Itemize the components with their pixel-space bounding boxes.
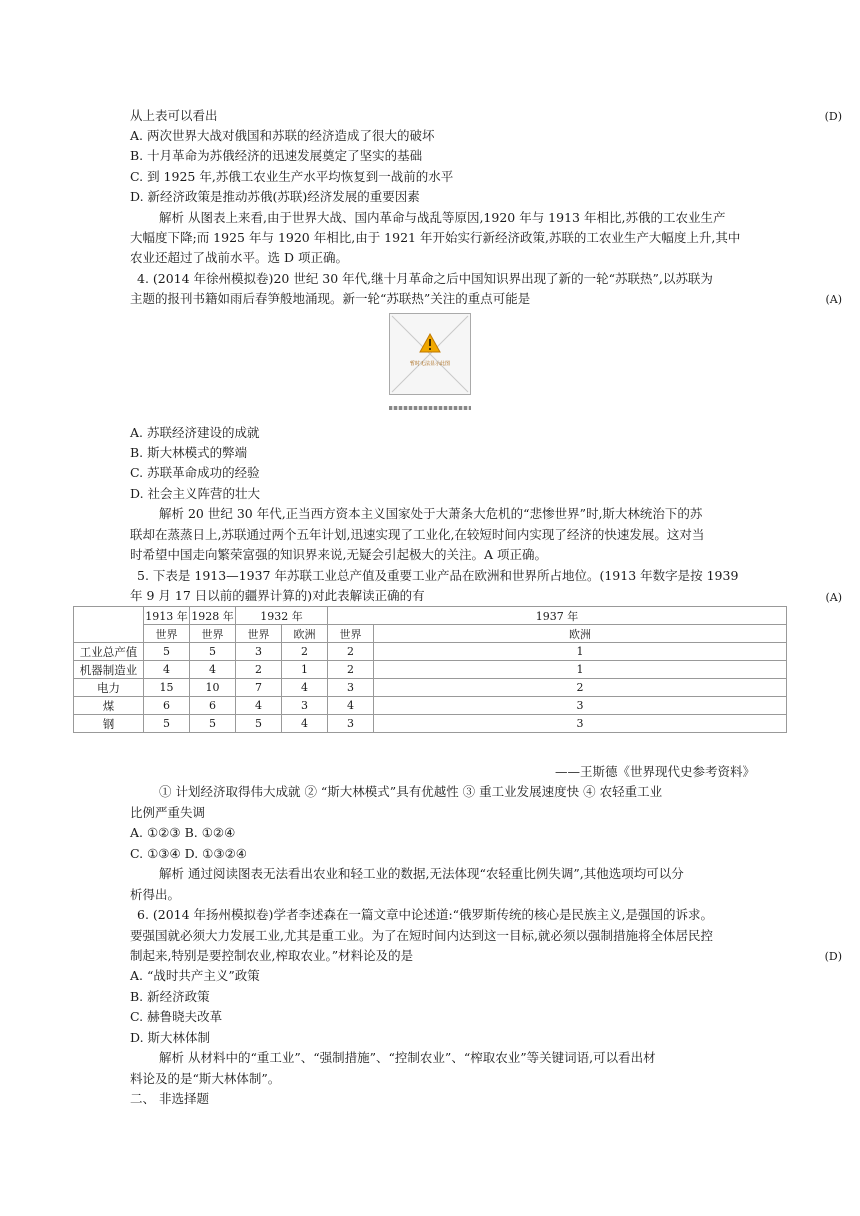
- table-cell: 1: [374, 643, 787, 661]
- table-cell: 3: [328, 715, 374, 733]
- table-cell: 4: [328, 697, 374, 715]
- q6-option-d: D. 斯大林体制: [130, 1030, 211, 1045]
- table-cell: 4: [282, 679, 328, 697]
- q5-option-ab: A. ①②③ B. ①②④: [130, 825, 236, 840]
- table-subheader: 世界: [328, 625, 374, 643]
- q3-option-a: A. 两次世界大战对俄国和苏联的经济造成了很大的破坏: [130, 128, 435, 143]
- q5-analysis-line: 解析 通过阅读图表无法看出农业和轻工业的数据,无法体现“农轻重比例失调”,其他选项均可以分: [159, 866, 684, 881]
- q4-option-d: D. 社会主义阵营的壮大: [130, 486, 261, 501]
- section-heading: 二、 非选择题: [130, 1091, 209, 1106]
- table-cell: 15: [144, 679, 190, 697]
- q4-answer: (A): [825, 293, 842, 306]
- table-row-label: 机器制造业: [74, 661, 144, 679]
- table-subheader: 欧洲: [282, 625, 328, 643]
- q3-analysis-line: 大幅度下降;而 1925 年与 1920 年相比,由于 1921 年开始实行新经济政策,苏联的工农业生产大幅度上升,其中: [130, 230, 741, 245]
- table-cell: 4: [144, 661, 190, 679]
- table-row-label: 工业总产值: [74, 643, 144, 661]
- q4-option-b: B. 斯大林模式的弊端: [130, 445, 248, 460]
- data-table: [73, 606, 787, 733]
- q5-stem-line: 5. 下表是 1913—1937 年苏联工业总产值及重要工业产品在欧洲和世界所占地位。(1913 年数字是按 1939: [137, 568, 739, 583]
- q6-stem-line: 要强国就必须大力发展工业,尤其是重工业。为了在短时间内达到这一目标,就必须以强制措施将全体居民控: [130, 928, 713, 943]
- table-cell: 3: [236, 643, 282, 661]
- table-cell: 4: [190, 661, 236, 679]
- table-cell: 2: [236, 661, 282, 679]
- table-header-row: [74, 607, 787, 625]
- table-cell: 5: [190, 715, 236, 733]
- table-source: ——王斯德《世界现代史参考资料》: [554, 764, 755, 779]
- table-year-header: 1913 年: [144, 607, 190, 625]
- q6-stem-line: 6. (2014 年扬州模拟卷)学者李述森在一篇文章中论述道:“俄罗斯传统的核心是民族主义,是强国的诉求。: [137, 907, 714, 922]
- table-cell: 2: [328, 661, 374, 679]
- table-row-label: 煤: [74, 697, 144, 715]
- table-row-label: 电力: [74, 679, 144, 697]
- q4-stem-line: 主题的报刊书籍如雨后春笋般地涌现。新一轮“苏联热”关注的重点可能是: [130, 291, 531, 306]
- broken-image-placeholder: [389, 313, 471, 395]
- q3-answer: (D): [824, 110, 842, 123]
- table-cell: 3: [328, 679, 374, 697]
- image-caption-bar: [389, 406, 471, 410]
- table-row: [74, 715, 787, 733]
- table-subheader: 世界: [236, 625, 282, 643]
- table-row: [74, 679, 787, 697]
- table-cell: 1: [282, 661, 328, 679]
- table-cell: 5: [144, 715, 190, 733]
- table-corner-cell: [74, 607, 144, 643]
- table-row: [74, 643, 787, 661]
- table-cell: 3: [374, 715, 787, 733]
- q4-analysis-line: 联却在蒸蒸日上,苏联通过两个五年计划,迅速实现了工业化,在较短时间内实现了经济的快速发展。这对当: [130, 527, 705, 542]
- q6-option-a: A. “战时共产主义”政策: [130, 968, 260, 983]
- table-cell: 7: [236, 679, 282, 697]
- q4-option-c: C. 苏联革命成功的经验: [130, 465, 260, 480]
- table-cell: 4: [282, 715, 328, 733]
- image-caption: 暂时无法显示此图: [409, 361, 450, 367]
- table-year-header: 1928 年: [190, 607, 236, 625]
- table-cell: 6: [190, 697, 236, 715]
- q4-stem-line: 4. (2014 年徐州模拟卷)20 世纪 30 年代,继十月革命之后中国知识界出现了新的一轮“苏联热”,以苏联为: [137, 271, 713, 286]
- q6-option-c: C. 赫鲁晓夫改革: [130, 1009, 223, 1024]
- table-subheader: 世界: [190, 625, 236, 643]
- table-year-header: 1937 年: [328, 607, 787, 625]
- table-subheader: 世界: [144, 625, 190, 643]
- table-cell: 5: [190, 643, 236, 661]
- q5-stem-line: 年 9 月 17 日以前的疆界计算的)对此表解读正确的有: [130, 588, 425, 603]
- table-row: [74, 697, 787, 715]
- table-cell: 3: [282, 697, 328, 715]
- table-cell: 5: [144, 643, 190, 661]
- q4-analysis-line: 时希望中国走向繁荣富强的知识界来说,无疑会引起极大的关注。A 项正确。: [130, 547, 547, 562]
- table-row-label: 钢: [74, 715, 144, 733]
- q4-analysis-line: 解析 20 世纪 30 年代,正当西方资本主义国家处于大萧条大危机的“悲惨世界”时,斯大林统治下的苏: [159, 506, 703, 521]
- q3-option-d: D. 新经济政策是推动苏俄(苏联)经济发展的重要因素: [130, 189, 420, 204]
- table-cell: 3: [374, 697, 787, 715]
- q5-statements-line: 比例严重失调: [130, 805, 206, 820]
- table-year-header: 1932 年: [236, 607, 328, 625]
- q6-analysis-line: 料论及的是“斯大林体制”。: [130, 1071, 281, 1086]
- table-cell: 2: [374, 679, 787, 697]
- q3-analysis-line: 农业还超过了战前水平。选 D 项正确。: [130, 250, 348, 265]
- q3-stem: 从上表可以看出: [130, 108, 218, 123]
- table-cell: 1: [374, 661, 787, 679]
- q5-option-cd: C. ①③④ D. ①③②④: [130, 846, 248, 861]
- table-cell: 5: [236, 715, 282, 733]
- q4-option-a: A. 苏联经济建设的成就: [130, 425, 260, 440]
- q6-analysis-line: 解析 从材料中的“重工业”、“强制措施”、“控制农业”、“榨取农业”等关键词语,可以看出材: [159, 1050, 656, 1065]
- q5-statements-line: ① 计划经济取得伟大成就 ② “斯大林模式”具有优越性 ③ 重工业发展速度快 ④ 农轻重工业: [159, 784, 663, 799]
- table-cell: 2: [328, 643, 374, 661]
- q5-analysis-line: 析得出。: [130, 887, 181, 902]
- q6-answer: (D): [824, 950, 842, 963]
- warning-icon: [420, 334, 440, 352]
- table-row: [74, 661, 787, 679]
- table-cell: 6: [144, 697, 190, 715]
- q6-stem-line: 制起来,特别是要控制农业,榨取农业。”材料论及的是: [130, 948, 414, 963]
- q3-option-c: C. 到 1925 年,苏俄工农业生产水平均恢复到一战前的水平: [130, 169, 454, 184]
- table-cell: 10: [190, 679, 236, 697]
- table-cell: 4: [236, 697, 282, 715]
- q3-option-b: B. 十月革命为苏俄经济的迅速发展奠定了坚实的基础: [130, 148, 423, 163]
- table-subheader: 欧洲: [374, 625, 787, 643]
- table-subheader-row: [74, 625, 787, 643]
- q5-answer: (A): [825, 591, 842, 604]
- q6-option-b: B. 新经济政策: [130, 989, 210, 1004]
- q3-analysis-line: 解析 从图表上来看,由于世界大战、国内革命与战乱等原因,1920 年与 1913 年相比,苏俄的工农业生产: [159, 210, 726, 225]
- table-cell: 2: [282, 643, 328, 661]
